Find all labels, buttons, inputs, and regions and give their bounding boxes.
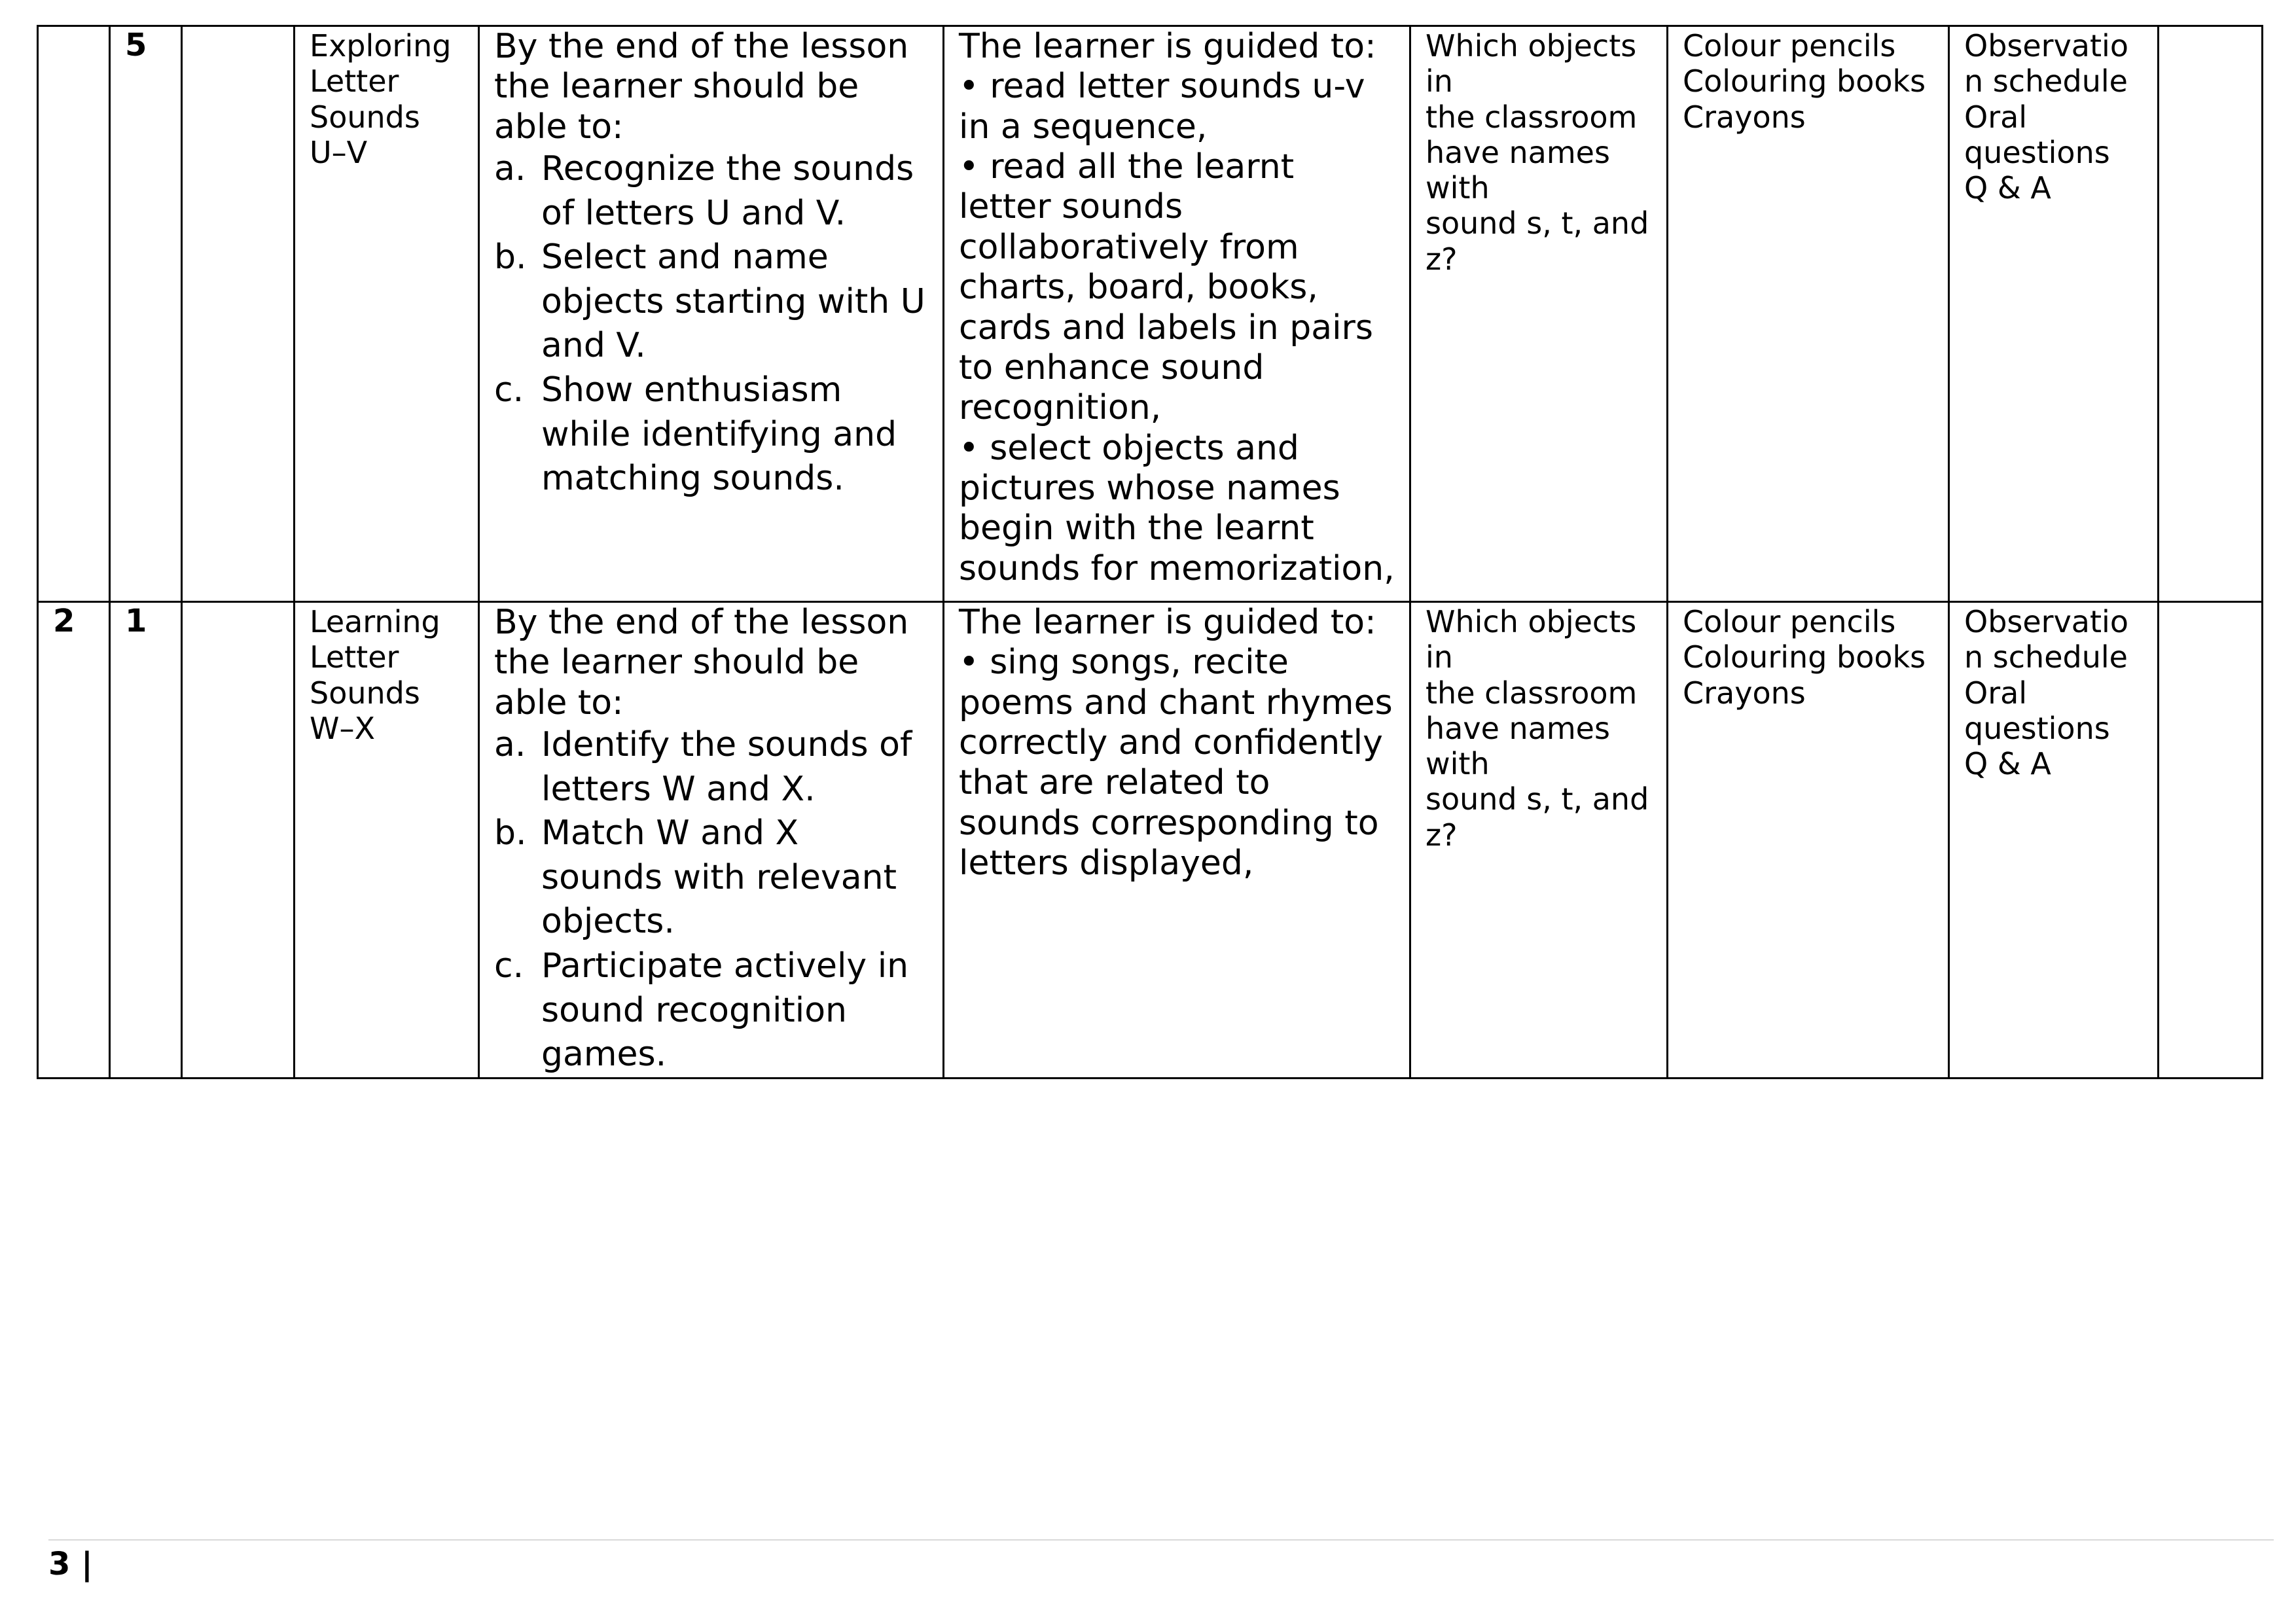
- resource-item: Colouring books: [1683, 639, 1926, 675]
- sub-strand-line: Learning: [310, 604, 440, 639]
- outcome-item: [494, 944, 928, 1077]
- outcomes-list: [494, 147, 928, 501]
- outcome-mark: c.: [494, 946, 524, 986]
- resource-item: Colouring books: [1683, 63, 1926, 99]
- outcome-text: Show enthusiasm while identifying and matching sounds.: [541, 370, 897, 499]
- assessment-line: Q & A: [1964, 746, 2051, 782]
- outcome-mark: a.: [494, 725, 526, 765]
- assessment-cell: [1949, 26, 2159, 602]
- lesson-cell: 1: [110, 602, 182, 1079]
- footer-divider: [48, 1539, 2274, 1541]
- week-cell: [38, 26, 110, 602]
- resource-item: Colour pencils: [1683, 28, 1896, 63]
- experience-line: The learner is guided to:: [959, 603, 1376, 642]
- outcome-mark: a.: [494, 149, 526, 189]
- assessment-line: n schedule: [1964, 63, 2128, 99]
- assessment-cell: [1949, 602, 2159, 1079]
- sub-strand-cell: [295, 602, 479, 1079]
- outcome-item: [494, 723, 928, 812]
- outcomes-intro: By the end of the lesson the learner should be able to:: [494, 603, 909, 722]
- inquiry-line: sound s, t, and z?: [1426, 781, 1649, 853]
- resource-item: Colour pencils: [1683, 604, 1896, 639]
- outcome-mark: c.: [494, 370, 524, 410]
- outcome-item: [494, 368, 928, 501]
- inquiry-question-cell: [1410, 26, 1668, 602]
- inquiry-line: the classroom have names with: [1426, 99, 1638, 206]
- outcome-text: Select and name objects starting with U and V.: [541, 238, 925, 366]
- page-number: 3 |: [48, 1546, 93, 1582]
- sub-strand-line: Sounds: [310, 99, 420, 135]
- assessment-line: questions: [1964, 710, 2110, 746]
- experience-line: • read all the learnt letter sounds collaboratively from charts, board, books, cards and labels in pairs to enhance sound recognition,: [959, 147, 1374, 428]
- table-row: [38, 26, 2263, 602]
- outcome-item: [494, 812, 928, 944]
- assessment-line: Observatio: [1964, 604, 2128, 639]
- outcome-item: [494, 147, 928, 236]
- inquiry-line: sound s, t, and z?: [1426, 205, 1649, 277]
- learning-experiences-cell: [944, 26, 1410, 602]
- remarks-cell: [2159, 602, 2263, 1079]
- outcome-text: Participate actively in sound recognition games.: [541, 946, 909, 1075]
- outcome-item: [494, 236, 928, 368]
- resources-cell: [1668, 26, 1949, 602]
- assessment-line: Observatio: [1964, 28, 2128, 63]
- experience-line: • read letter sounds u-v in a sequence,: [959, 67, 1365, 147]
- learning-outcomes-cell: [479, 602, 944, 1079]
- inquiry-line: Which objects in: [1426, 28, 1637, 99]
- sub-strand-line: Letter: [310, 63, 399, 99]
- experience-line: • select objects and pictures whose names begin with the learnt sounds for memorization,: [959, 428, 1395, 588]
- inquiry-line: the classroom have names with: [1426, 675, 1638, 782]
- sub-strand-line: Exploring: [310, 28, 452, 63]
- outcomes-intro: By the end of the lesson the learner should be able to:: [494, 27, 909, 147]
- experience-line: The learner is guided to:: [959, 27, 1376, 66]
- sub-strand-cell: [295, 26, 479, 602]
- assessment-line: n schedule: [1964, 639, 2128, 675]
- sub-strand-line: Letter: [310, 639, 399, 675]
- strand-cell: [182, 26, 295, 602]
- scheme-of-work-table: [37, 25, 2263, 1079]
- outcome-mark: b.: [494, 813, 527, 853]
- assessment-line: Oral: [1964, 675, 2028, 711]
- sub-strand-line: W–X: [310, 710, 375, 746]
- strand-cell: [182, 602, 295, 1079]
- learning-outcomes-cell: [479, 26, 944, 602]
- resources-cell: [1668, 602, 1949, 1079]
- assessment-line: Oral: [1964, 99, 2028, 135]
- sub-strand-line: Sounds: [310, 675, 420, 711]
- experience-line: • sing songs, recite poems and chant rhymes correctly and confidently that are related to sounds corresponding to letters displayed,: [959, 643, 1393, 883]
- inquiry-question-cell: [1410, 602, 1668, 1079]
- remarks-cell: [2159, 26, 2263, 602]
- outcome-mark: b.: [494, 238, 527, 277]
- week-cell: 2: [38, 602, 110, 1079]
- resource-item: Crayons: [1683, 675, 1806, 711]
- learning-experiences-cell: [944, 602, 1410, 1079]
- inquiry-line: Which objects in: [1426, 604, 1637, 675]
- outcome-text: Recognize the sounds of letters U and V.: [541, 149, 914, 233]
- assessment-line: Q & A: [1964, 170, 2051, 206]
- table-row: [38, 602, 2263, 1079]
- outcomes-list: [494, 723, 928, 1077]
- resource-item: Crayons: [1683, 99, 1806, 135]
- outcome-text: Identify the sounds of letters W and X.: [541, 725, 912, 809]
- outcome-text: Match W and X sounds with relevant objects.: [541, 813, 897, 942]
- sub-strand-line: U–V: [310, 134, 368, 170]
- lesson-cell: 5: [110, 26, 182, 602]
- assessment-line: questions: [1964, 134, 2110, 170]
